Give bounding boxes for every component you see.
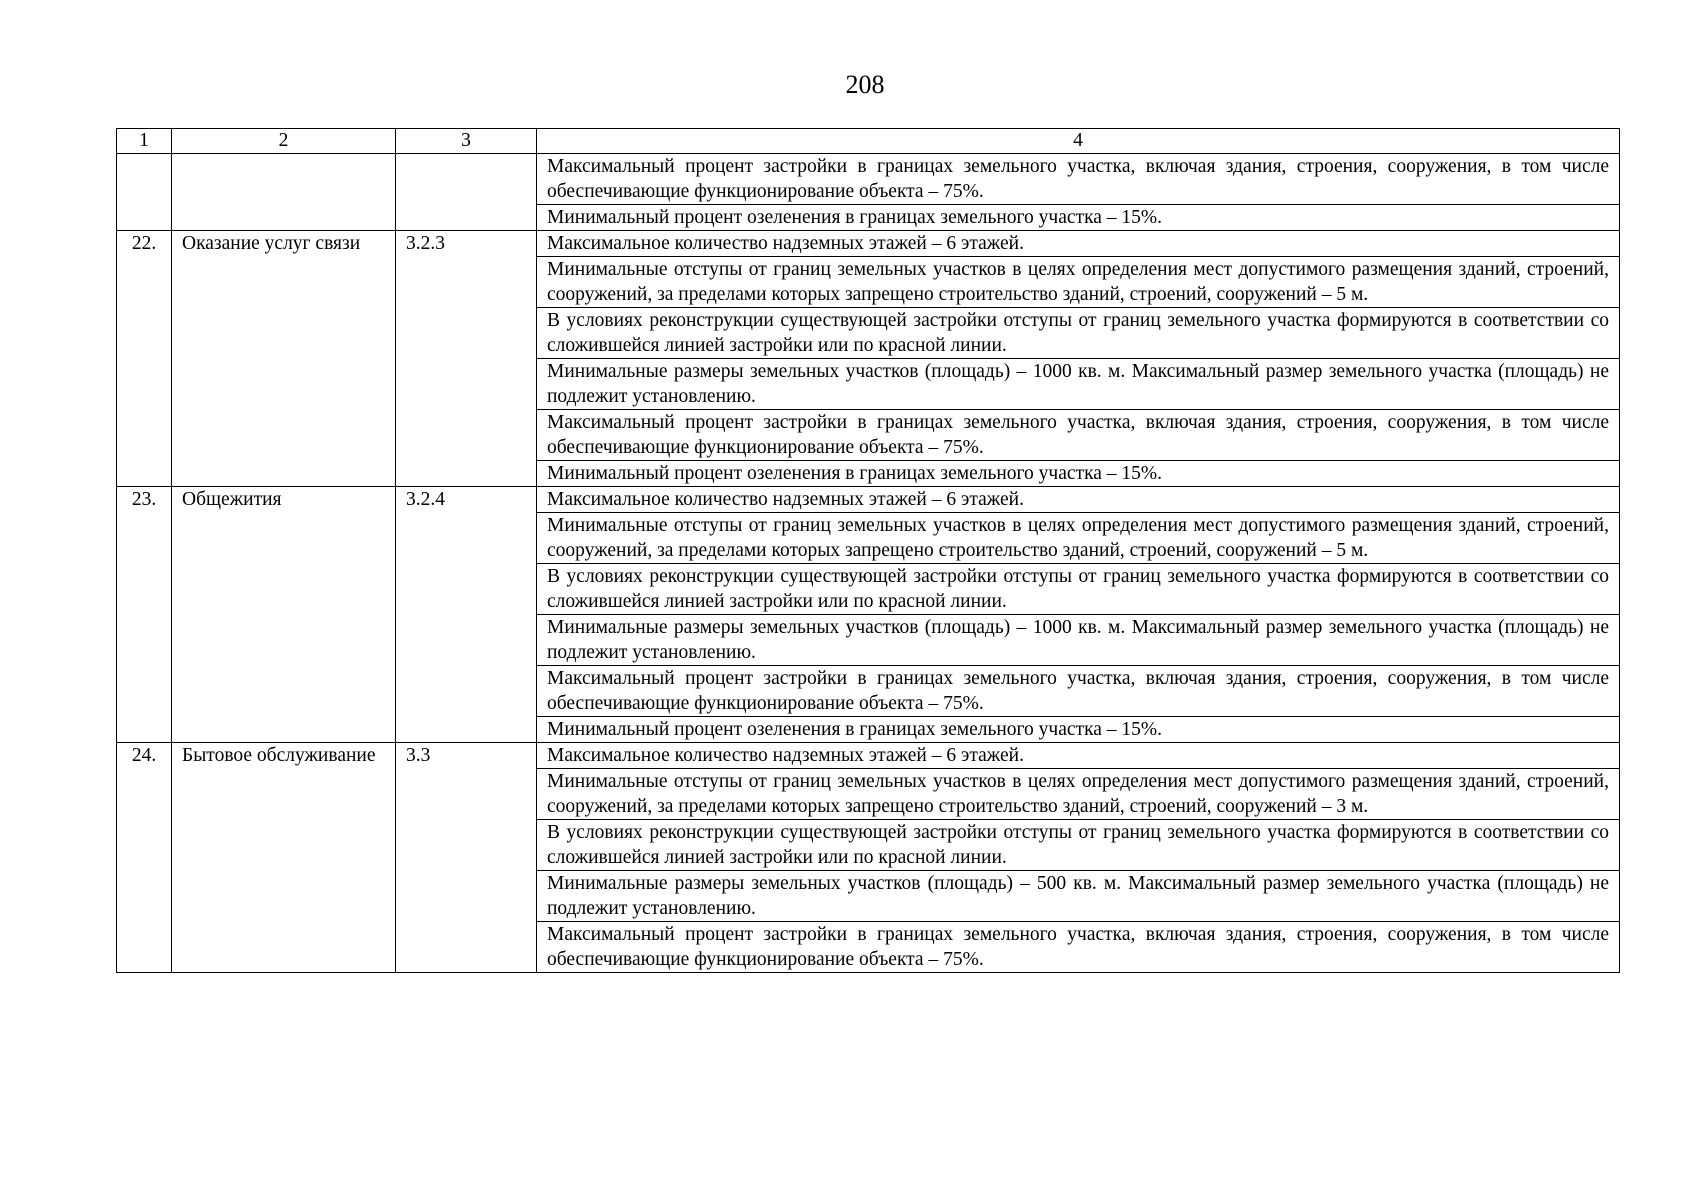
empty-cell xyxy=(172,154,396,231)
parameter-cell: Минимальные размеры земельных участков (площадь) – 1000 кв. м. Максимальный размер земельного участка (площадь) не подлежит установлению. xyxy=(537,359,1620,410)
parameter-cell: Максимальный процент застройки в границах земельного участка, включая здания, строения, сооружения, в том числе обеспечивающие функционирование объекта – 75%. xyxy=(537,154,1620,205)
regulations-table xyxy=(116,128,1620,973)
parameter-cell: Минимальный процент озеленения в границах земельного участка – 15%. xyxy=(537,461,1620,487)
parameter-cell: Минимальный процент озеленения в границах земельного участка – 15%. xyxy=(537,717,1620,743)
page-number: 208 xyxy=(845,70,885,99)
row-number-cell: 24. xyxy=(117,743,172,973)
parameter-cell: Максимальный процент застройки в границах земельного участка, включая здания, строения, сооружения, в том числе обеспечивающие функционирование объекта – 75%. xyxy=(537,410,1620,461)
row-number-cell: 22. xyxy=(117,231,172,487)
use-type-name-cell: Оказание услуг связи xyxy=(172,231,396,487)
parameter-cell: В условиях реконструкции существующей застройки отступы от границ земельного участка формируются в соответствии со сложившейся линией застройки или по красной линии. xyxy=(537,564,1620,615)
parameter-cell: Минимальные размеры земельных участков (площадь) – 1000 кв. м. Максимальный размер земельного участка (площадь) не подлежит установлению. xyxy=(537,615,1620,666)
parameter-cell: Минимальные размеры земельных участков (площадь) – 500 кв. м. Максимальный размер земельного участка (площадь) не подлежит установлению. xyxy=(537,871,1620,922)
parameter-cell: Минимальные отступы от границ земельных участков в целях определения мест допустимого размещения зданий, строений, сооружений, за пределами которых запрещено строительство зданий, строений, сооружений – 5 м. xyxy=(537,513,1620,564)
parameter-cell: Минимальные отступы от границ земельных участков в целях определения мест допустимого размещения зданий, строений, сооружений, за пределами которых запрещено строительство зданий, строений, сооружений – 5 м. xyxy=(537,257,1620,308)
header-cell: 4 xyxy=(537,129,1620,154)
header-cell: 3 xyxy=(396,129,537,154)
parameter-cell: В условиях реконструкции существующей застройки отступы от границ земельного участка формируются в соответствии со сложившейся линией застройки или по красной линии. xyxy=(537,308,1620,359)
parameter-cell: Максимальное количество надземных этажей – 6 этажей. xyxy=(537,743,1620,769)
empty-cell xyxy=(396,154,537,231)
table-row xyxy=(117,743,1620,769)
table-row xyxy=(117,154,1620,205)
parameter-cell: Максимальный процент застройки в границах земельного участка, включая здания, строения, сооружения, в том числе обеспечивающие функционирование объекта – 75%. xyxy=(537,922,1620,973)
parameter-cell: Максимальный процент застройки в границах земельного участка, включая здания, строения, сооружения, в том числе обеспечивающие функционирование объекта – 75%. xyxy=(537,666,1620,717)
use-type-code-cell: 3.3 xyxy=(396,743,537,973)
use-type-code-cell: 3.2.4 xyxy=(396,487,537,743)
parameter-cell: Минимальные отступы от границ земельных участков в целях определения мест допустимого размещения зданий, строений, сооружений, за пределами которых запрещено строительство зданий, строений, сооружений – 3 м. xyxy=(537,769,1620,820)
row-number-cell: 23. xyxy=(117,487,172,743)
parameter-cell: В условиях реконструкции существующей застройки отступы от границ земельного участка формируются в соответствии со сложившейся линией застройки или по красной линии. xyxy=(537,820,1620,871)
table-row xyxy=(117,487,1620,513)
use-type-code-cell: 3.2.3 xyxy=(396,231,537,487)
use-type-name-cell: Общежития xyxy=(172,487,396,743)
header-cell: 2 xyxy=(172,129,396,154)
use-type-name-cell: Бытовое обслуживание xyxy=(172,743,396,973)
header-cell: 1 xyxy=(117,129,172,154)
table-row xyxy=(117,231,1620,257)
parameter-cell: Максимальное количество надземных этажей – 6 этажей. xyxy=(537,487,1620,513)
empty-cell xyxy=(117,154,172,231)
parameter-cell: Минимальный процент озеленения в границах земельного участка – 15%. xyxy=(537,205,1620,231)
parameter-cell: Максимальное количество надземных этажей – 6 этажей. xyxy=(537,231,1620,257)
table-header-row xyxy=(117,129,1620,154)
